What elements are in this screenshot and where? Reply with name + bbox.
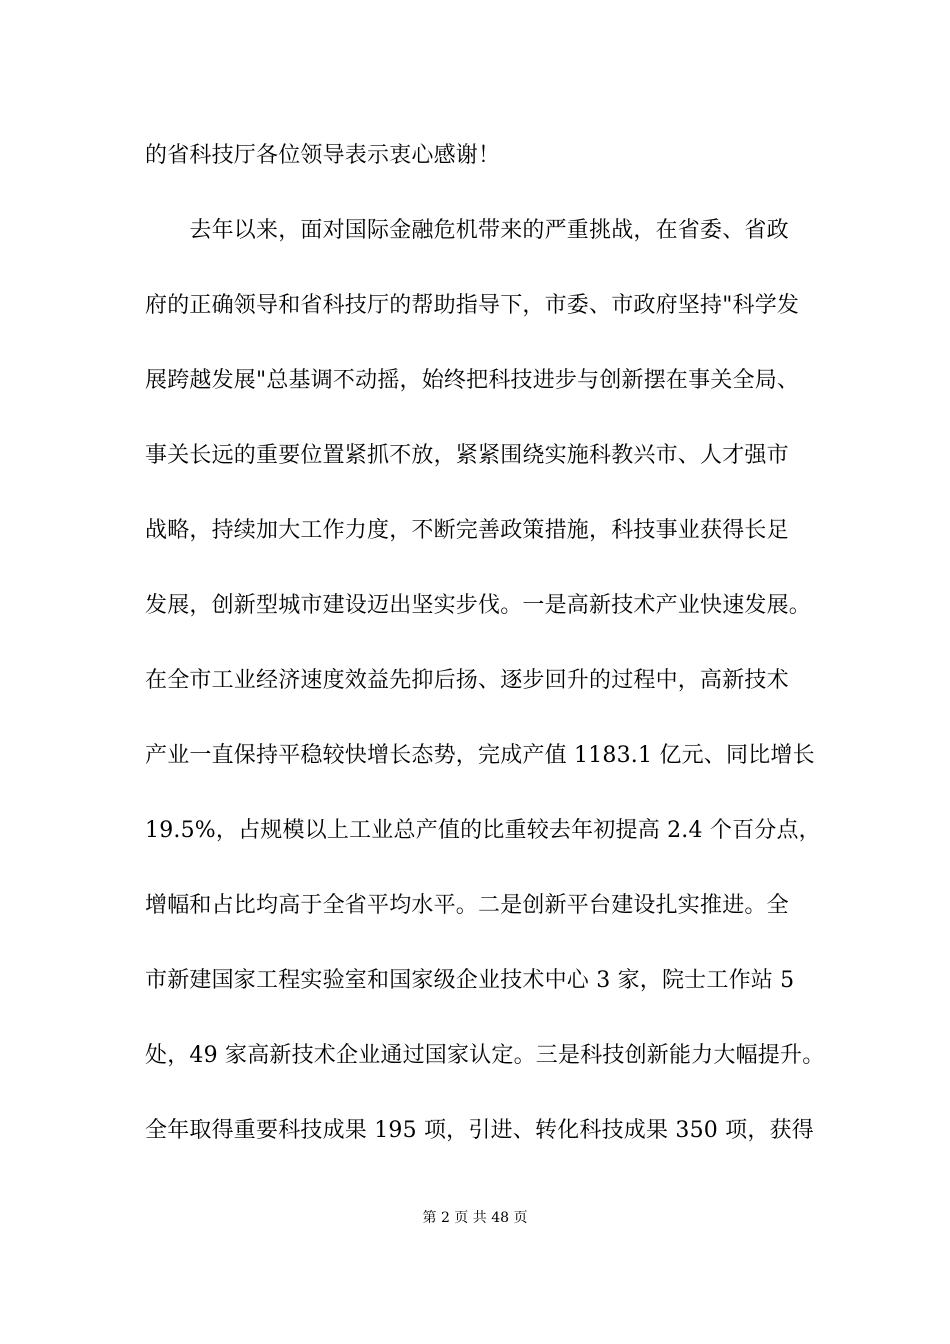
text-line-10: 19.5%，占规模以上工业总产值的比重较去年初提高 2.4 个百分点， xyxy=(145,818,821,843)
text-line-9: 产业一直保持平稳较快增长态势，完成产值 1183.1 亿元、同比增长 xyxy=(145,743,815,768)
text-line-2: 去年以来，面对国际金融危机带来的严重挑战，在省委、省政 xyxy=(145,218,789,243)
text-line-1: 的省科技厅各位领导表示衷心感谢！ xyxy=(145,143,501,168)
text-line-6: 战略，持续加大工作力度，不断完善政策措施，科技事业获得长足 xyxy=(145,518,789,543)
text-line-4: 展跨越发展"总基调不动摇，始终把科技进步与创新摆在事关全局、 xyxy=(145,368,800,393)
text-line-11: 增幅和占比均高于全省平均水平。二是创新平台建设扎实推进。全 xyxy=(145,893,789,918)
text-line-8: 在全市工业经济速度效益先抑后扬、逐步回升的过程中，高新技术 xyxy=(145,668,789,693)
text-line-3: 府的正确领导和省科技厅的帮助指导下，市委、市政府坚持"科学发 xyxy=(145,293,800,318)
page-number-footer: 第 2 页 共 48 页 xyxy=(422,1210,528,1226)
text-line-5: 事关长远的重要位置紧抓不放，紧紧围绕实施科教兴市、人才强市 xyxy=(145,443,789,468)
text-line-14: 全年取得重要科技成果 195 项，引进、转化科技成果 350 项，获得 xyxy=(145,1118,814,1143)
text-line-7: 发展，创新型城市建设迈出坚实步伐。一是高新技术产业快速发展。 xyxy=(145,593,812,618)
text-line-12: 市新建国家工程实验室和国家级企业技术中心 3 家，院士工作站 5 xyxy=(145,968,795,993)
text-line-13: 处，49 家高新技术企业通过国家认定。三是科技创新能力大幅提升。 xyxy=(145,1043,825,1068)
